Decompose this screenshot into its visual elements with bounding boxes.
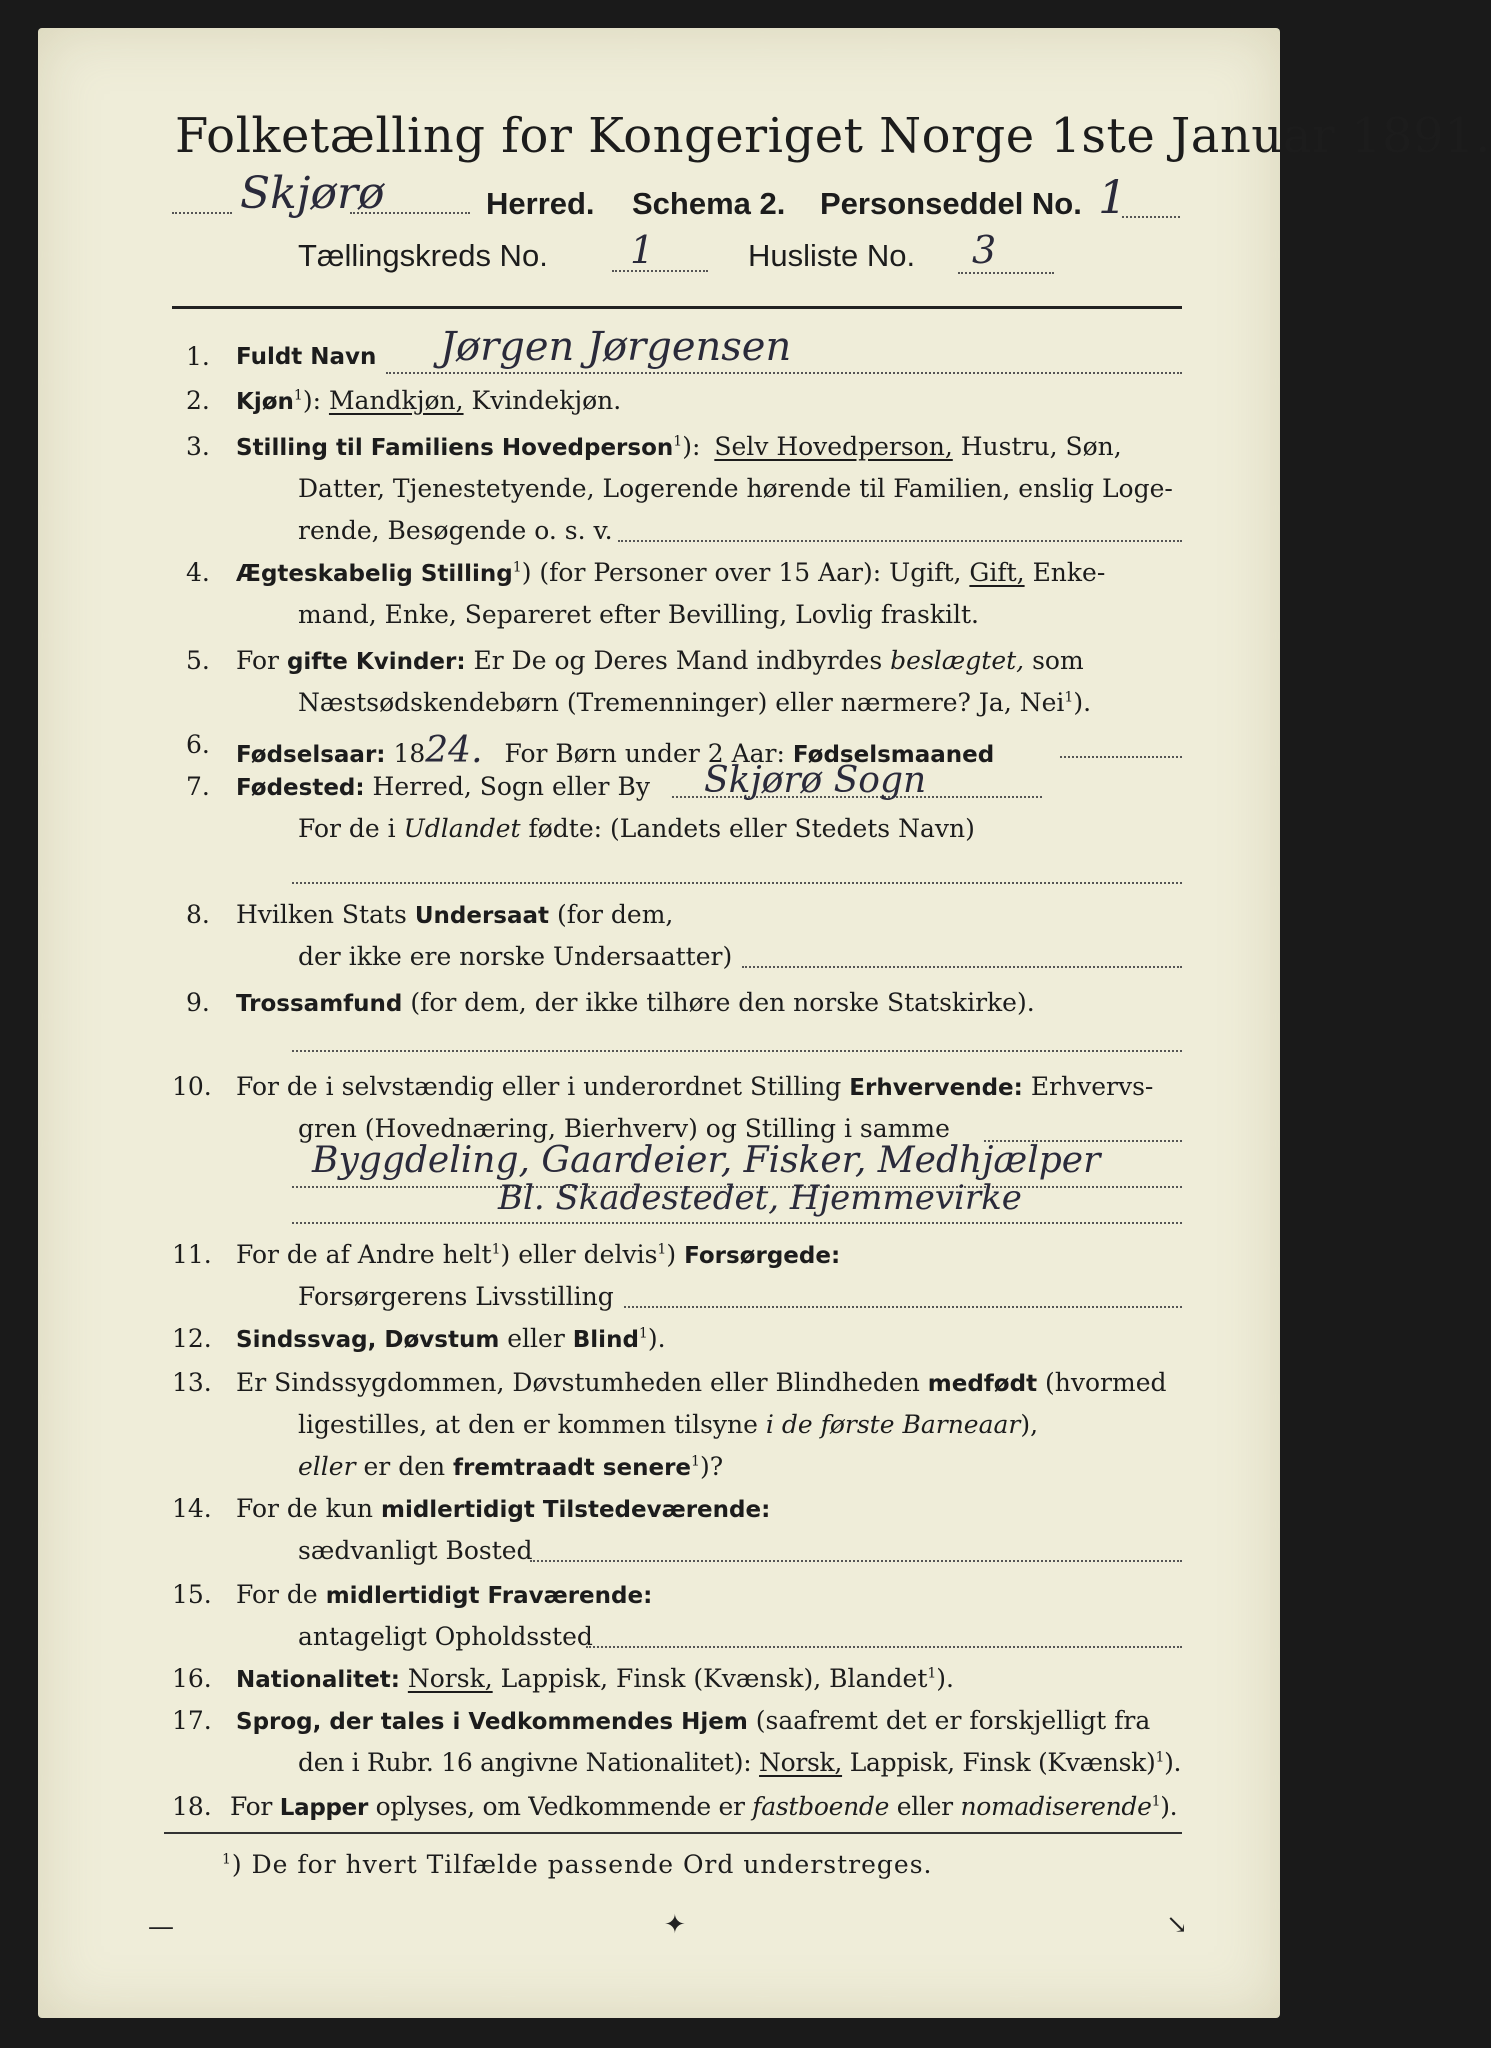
pencil-mark: ↘ [1166, 1910, 1188, 1940]
dotted-line [612, 270, 708, 272]
dotted-line [292, 882, 1182, 884]
q3-line1: Stilling til Familiens Hovedperson$^1$): Selv Hovedperson, Hustru, Søn, [236, 432, 1122, 461]
dotted-line [292, 1222, 1182, 1224]
dotted-line [618, 540, 1182, 542]
footnote-rule [164, 1832, 1182, 1834]
dotted-line [172, 212, 232, 214]
q10-line2: gren (Hovednæring, Bierhverv) og Stilling i samme [298, 1114, 950, 1143]
q1-label: Fuldt Navn [236, 344, 377, 370]
q2-option-mandkjon-underlined: Mandkjøn, [328, 386, 464, 415]
q8-line1: Hvilken Stats Undersaat (for dem, [236, 900, 674, 929]
q3-line3: rende, Besøgende o. s. v. [298, 516, 613, 545]
q15-line2: antageligt Opholdssted [298, 1622, 593, 1651]
item-number: 14. [172, 1494, 212, 1523]
item-number: 13. [172, 1368, 212, 1397]
pencil-mark: ✦ [664, 1910, 686, 1940]
dotted-line [386, 372, 1182, 374]
item-number: 15. [172, 1580, 212, 1609]
dotted-line [292, 1050, 1182, 1052]
dotted-line [624, 1306, 1182, 1308]
taellingskreds-value: 1 [630, 228, 655, 272]
item-number: 7. [186, 772, 210, 801]
item-number: 1. [186, 342, 210, 371]
q5-line1: For gifte Kvinder: Er De og Deres Mand indbyrdes beslægtet, som [236, 646, 1084, 675]
item-number: 12. [172, 1324, 212, 1353]
q16-option-selected: Norsk, [407, 1664, 493, 1693]
item-number: 10. [172, 1072, 212, 1101]
q3-option-selected: Selv Hovedperson, [714, 432, 953, 461]
q14-line2: sædvanligt Bosted [298, 1536, 533, 1565]
q5-line2: Næstsødskendebørn (Tremenninger) eller nærmere? Ja, Nei$^1$). [298, 688, 1092, 717]
item-number: 11. [172, 1240, 212, 1269]
q10-answer-line2: Bl. Skadestedet, Hjemmevirke [498, 1178, 1022, 1218]
dotted-line [958, 272, 1054, 274]
dotted-line [350, 212, 470, 214]
q9-line: Trossamfund (for dem, der ikke tilhøre den norske Statskirke). [236, 988, 1035, 1017]
pencil-mark: — [148, 1912, 174, 1942]
q7-answer: Skjørø Sogn [704, 760, 927, 801]
q11-line2: Forsørgerens Livsstilling [298, 1282, 614, 1311]
item-number: 2. [186, 386, 210, 415]
dotted-line [586, 1646, 1182, 1648]
item-number: 8. [186, 900, 210, 929]
item-number: 16. [172, 1664, 212, 1693]
dotted-line [530, 1560, 1182, 1562]
q8-line2: der ikke ere norske Undersaatter) [298, 942, 733, 971]
footnote: $^1$) De for hvert Tilfælde passende Ord understreges. [222, 1850, 933, 1879]
taellingskreds-label: Tællingskreds No. [298, 238, 548, 273]
dotted-line [1122, 216, 1180, 218]
husliste-label: Husliste No. [748, 238, 916, 273]
q17-line2: den i Rubr. 16 angivne Nationalitet): Norsk, Lappisk, Finsk (Kvænsk)$^1$). [298, 1748, 1182, 1777]
dotted-line [742, 966, 1182, 968]
item-number: 9. [186, 988, 210, 1017]
q4-line2: mand, Enke, Separeret efter Bevilling, Lovlig fraskilt. [298, 600, 979, 629]
q7-line2: For de i Udlandet fødte: (Landets eller Stedets Navn) [298, 814, 975, 843]
header-rule [172, 306, 1182, 309]
item-number: 5. [186, 646, 210, 675]
q10-line1: For de i selvstændig eller i underordnet Stilling Erhvervende: Erhvervs- [236, 1072, 1154, 1101]
item-number: 18. [172, 1792, 212, 1821]
q1-answer: Jørgen Jørgensen [440, 324, 792, 370]
q13-line1: Er Sindssygdommen, Døvstumheden eller Blindheden medfødt (hvormed [236, 1368, 1167, 1397]
q2-line: Kjøn$^1$): Mandkjøn, Kvindekjøn. [236, 386, 622, 415]
q6-line: Fødselsaar: 1824. For Børn under 2 Aar: Fødselsmaaned [236, 730, 995, 771]
q17-line1: Sprog, der tales i Vedkommendes Hjem (saafremt det er forskjelligt fra [236, 1706, 1151, 1735]
form-title: Folketælling for Kongeriget Norge 1ste Januar 1891. [175, 108, 1491, 164]
q18-line: For Lapper oplyses, om Vedkommende er fastboende eller nomadiserende$^1$). [230, 1792, 1178, 1821]
q15-line1: For de midlertidigt Fraværende: [236, 1580, 653, 1609]
q10-answer-line1: Byggdeling, Gaardeier, Fisker, Medhjælper [312, 1140, 1101, 1181]
q12-line: Sindssvag, Døvstum eller Blind$^1$). [236, 1324, 666, 1353]
q13-line2: ligestilles, at den er kommen tilsyne i de første Barneaar), [298, 1410, 1039, 1439]
q17-option-selected: Norsk, [759, 1748, 843, 1777]
item-number: 4. [186, 558, 210, 587]
schema-label: Schema 2. [632, 186, 786, 221]
husliste-value: 3 [972, 228, 997, 272]
personseddel-value: 1 [1098, 170, 1128, 224]
q16-line: Nationalitet: Norsk, Lappisk, Finsk (Kvænsk), Blandet$^1$). [236, 1664, 954, 1693]
personseddel-label: Personseddel No. [820, 186, 1082, 221]
q6-answer: 24. [425, 730, 483, 771]
dotted-line [1060, 756, 1182, 758]
q4-line1: Ægteskabelig Stilling$^1$) (for Personer over 15 Aar): Ugift, Gift, Enke- [236, 558, 1106, 587]
item-number: 3. [186, 432, 210, 461]
q13-line3: eller er den fremtraadt senere$^1$)? [298, 1452, 724, 1481]
item-number: 17. [172, 1706, 212, 1735]
herred-value: Skjørø [240, 168, 385, 219]
q4-option-selected: Gift, [969, 558, 1025, 587]
item-number: 6. [186, 730, 210, 759]
q14-line1: For de kun midlertidigt Tilstedeværende: [236, 1494, 771, 1523]
q3-line2: Datter, Tjenestetyende, Logerende hørende til Familien, enslig Loge- [298, 474, 1173, 503]
q7-line1: Fødested: Herred, Sogn eller By [236, 772, 650, 801]
herred-label: Herred. [486, 186, 595, 221]
q11-line1: For de af Andre helt$^1$) eller delvis$^1$) Forsørgede: [236, 1240, 841, 1269]
